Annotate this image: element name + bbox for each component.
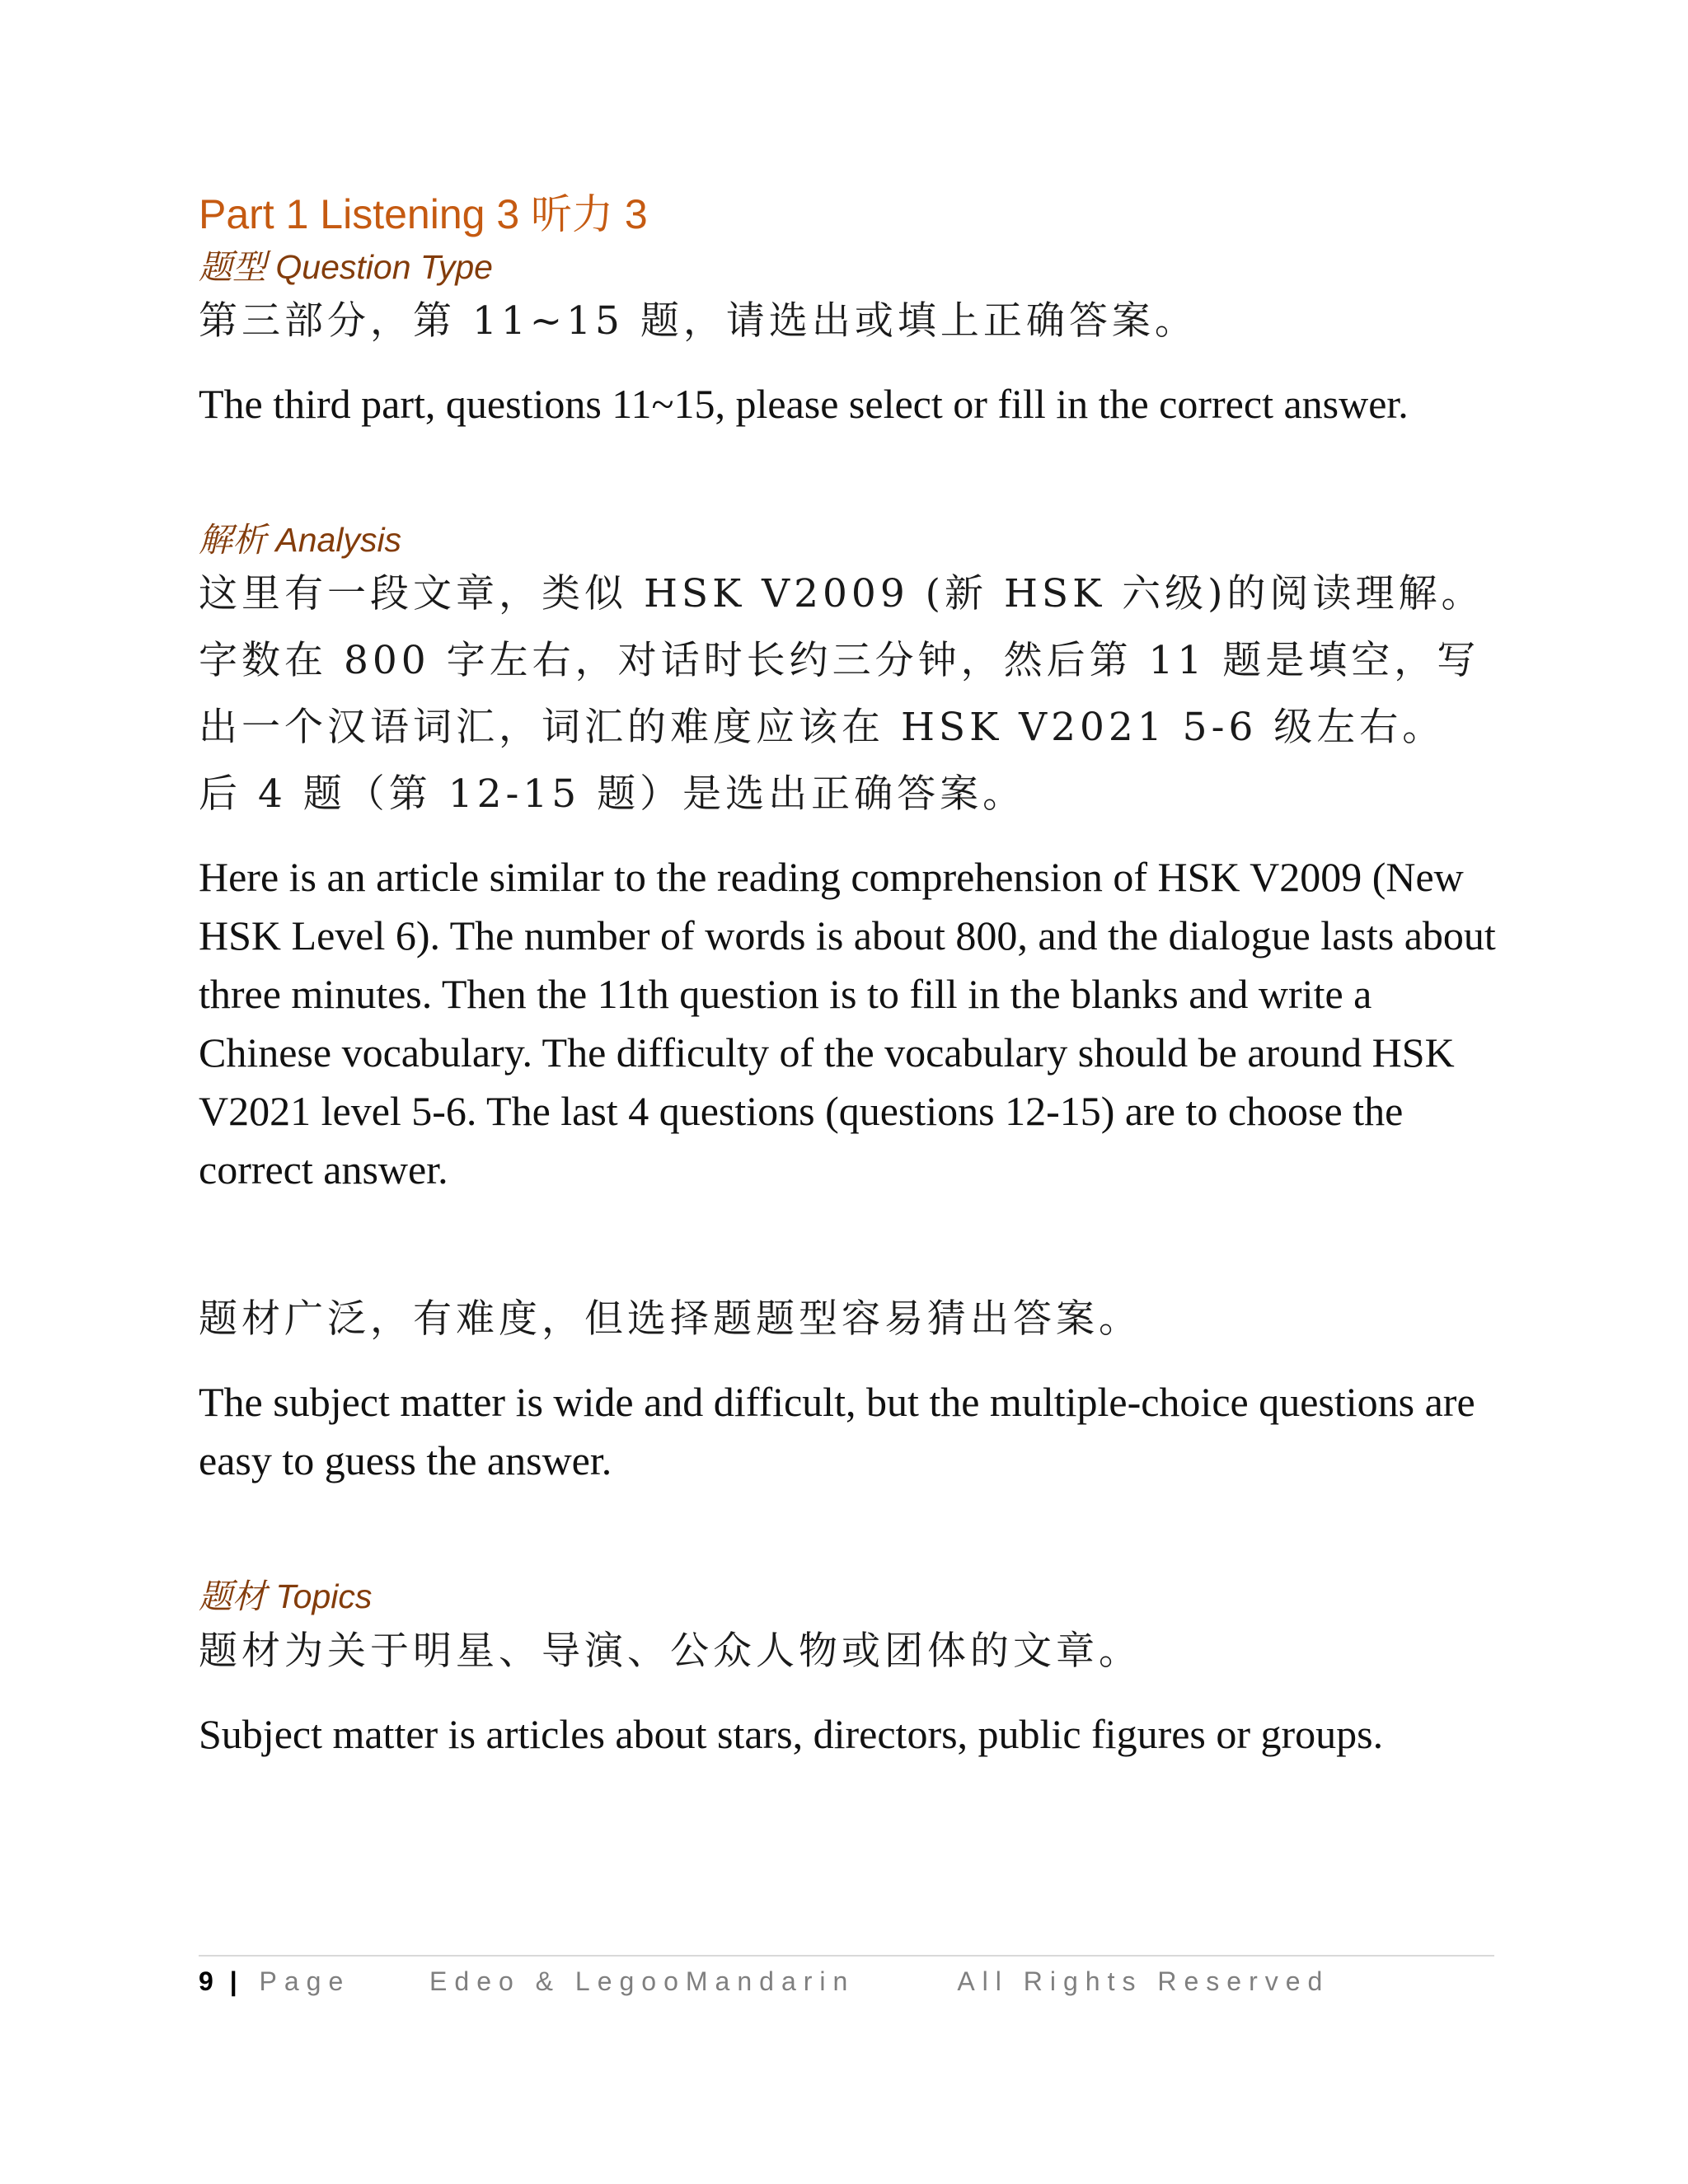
section-topics <box>199 1577 1501 1763</box>
page-footer <box>199 1955 1494 1997</box>
question-type-english: The third part, questions 11~15, please select or fill in the correct answer. <box>199 381 1409 428</box>
analysis-chinese: 这里有一段文章，类似 HSK V2009 (新 HSK 六级)的阅读理解。字数在 800 字左右，对话时长约三分钟，然后第 11 题是填空，写出一个汉语词汇，词汇的难度应该在 HSK V2021 5-6 级左右。 后 4 题（第 12-15 题）是选出正确答案。 <box>199 571 1484 818</box>
section-heading-analysis: 解析 Analysis <box>199 521 402 560</box>
analysis-english-summary: The subject matter is wide and difficult, but the multiple-choice questions are easy to guess the answer. <box>199 1379 1475 1484</box>
spacer <box>199 434 1501 520</box>
question-type-chinese: 第三部分，第 11~15 题，请选出或填上正确答案。 <box>199 298 1198 344</box>
page-label: Page <box>259 1966 351 1996</box>
section-heading-topics: 题材 Topics <box>199 1577 373 1616</box>
spacer <box>199 1199 1501 1286</box>
footer-separator: | <box>229 1966 245 1996</box>
analysis-chinese-summary: 题材广泛，有难度，但选择题题型容易猜出答案。 <box>199 1296 1142 1343</box>
spacer <box>199 1490 1501 1577</box>
page-number: 9 <box>199 1966 215 1996</box>
page-content <box>199 190 1501 1764</box>
section-question-type <box>199 247 1501 434</box>
page-heading: Part 1 Listening 3 听力 3 <box>199 191 648 237</box>
footer-publisher: Edeo & LegooMandarin <box>429 1966 856 1996</box>
analysis-english: Here is an article similar to the reading comprehension of HSK V2009 (New HSK Level 6). The number of words is about 800, and the dialogue lasts about three minutes. Then the 11th question is to fill in the blanks and write a Chinese vocabulary. The difficulty of the vocabulary should be around HSK V2021 level 5-6. The last 4 questions (questions 12-15) are to choose the correct answer. <box>199 854 1496 1193</box>
topics-english: Subject matter is articles about stars, directors, public figures or groups. <box>199 1710 1384 1757</box>
topics-chinese: 题材为关于明星、导演、公众人物或团体的文章。 <box>199 1628 1142 1674</box>
section-analysis <box>199 520 1501 1490</box>
section-heading-question-type: 题型 Question Type <box>199 248 493 286</box>
footer-rights: All Rights Reserved <box>957 1966 1330 1996</box>
